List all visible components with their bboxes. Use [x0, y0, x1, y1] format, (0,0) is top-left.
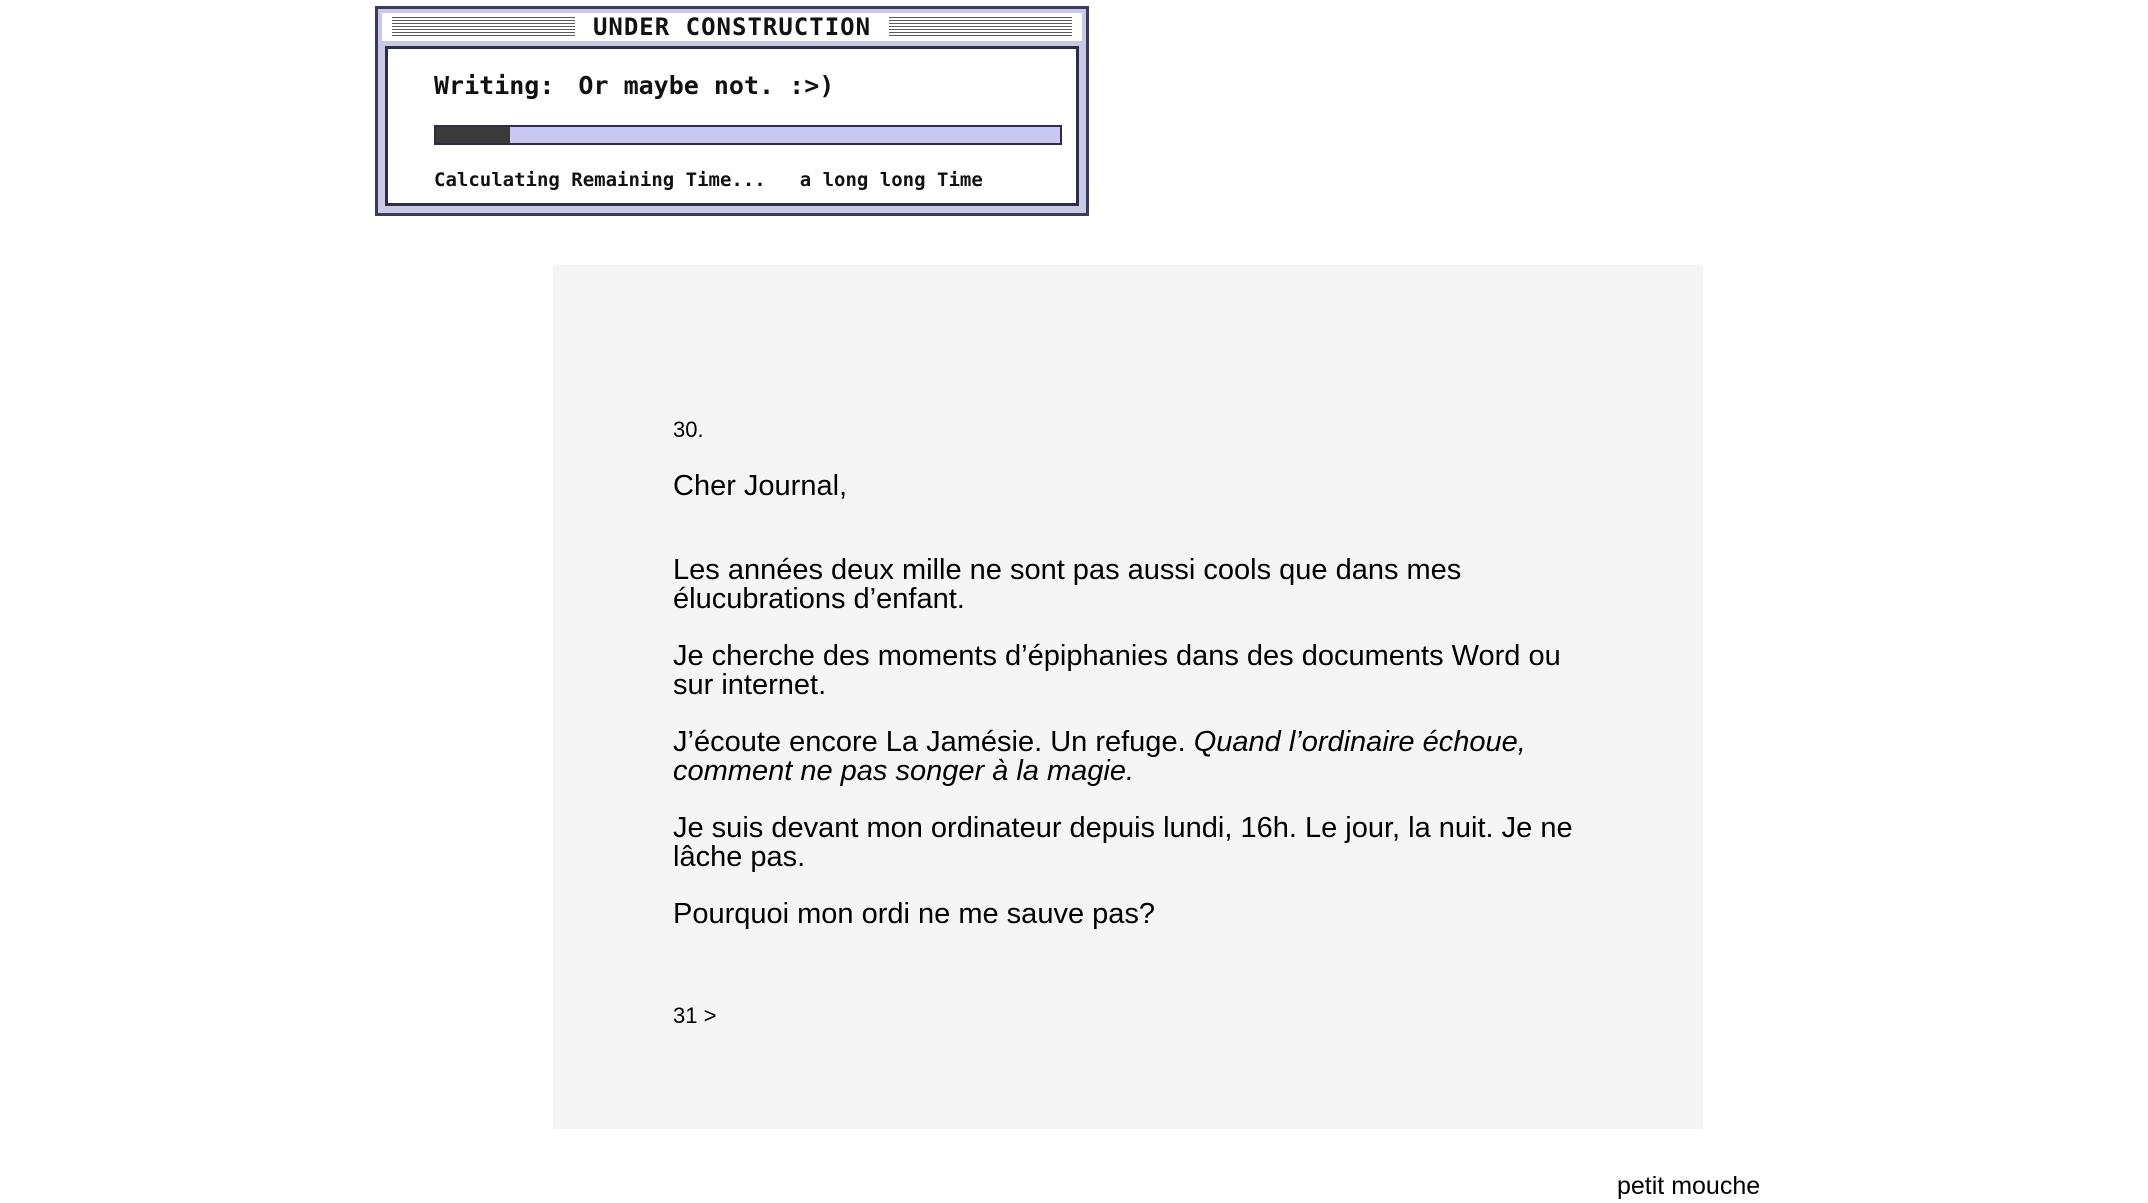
footer-site-link[interactable]: petit mouche [1617, 1172, 1761, 1200]
window-body [385, 46, 1079, 206]
writing-label: Writing: [434, 71, 555, 100]
status-value: a long long Time [799, 169, 983, 191]
journal-paragraph: Les années deux mille ne sont pas aussi cools que dans mes élucubrations d’enfant. [673, 554, 1462, 616]
progress-bar-fill [436, 127, 510, 143]
entry-number: 30. [673, 417, 704, 442]
journal-paragraph: Je cherche des moments d’épiphanies dans des documents Word ou sur internet. [673, 640, 1561, 702]
writing-row [434, 71, 834, 100]
journal-paragraph: Je suis devant mon ordinateur depuis lundi, 16h. Le jour, la nuit. Je ne lâche pas. [673, 812, 1573, 874]
italic-quote: Quand l’ordinaire échoue, comment ne pas songer à la magie. [673, 726, 1526, 788]
window-titlebar [382, 13, 1082, 41]
status-row [434, 169, 983, 191]
greeting: Cher Journal, [673, 470, 848, 503]
journal-paragraph: J’écoute encore La Jamésie. Un refuge. Quand l’ordinaire échoue, comment ne pas songer à la magie. [673, 726, 1526, 788]
journal-paragraph: Pourquoi mon ordi ne me sauve pas? [673, 898, 1156, 931]
titlebar-stripes-left [392, 17, 575, 37]
titlebar-stripes-right [889, 17, 1072, 37]
journal-content [673, 417, 1573, 1029]
next-entry-link[interactable]: 31 > [673, 1003, 717, 1029]
writing-value: Or maybe not. :>) [578, 71, 835, 100]
under-construction-window [375, 6, 1089, 216]
status-label: Calculating Remaining Time... [434, 169, 766, 191]
progress-bar [434, 125, 1062, 145]
journal-paragraphs [673, 556, 1573, 929]
window-title: UNDER CONSTRUCTION [592, 13, 872, 41]
journal-panel [553, 265, 1703, 1129]
